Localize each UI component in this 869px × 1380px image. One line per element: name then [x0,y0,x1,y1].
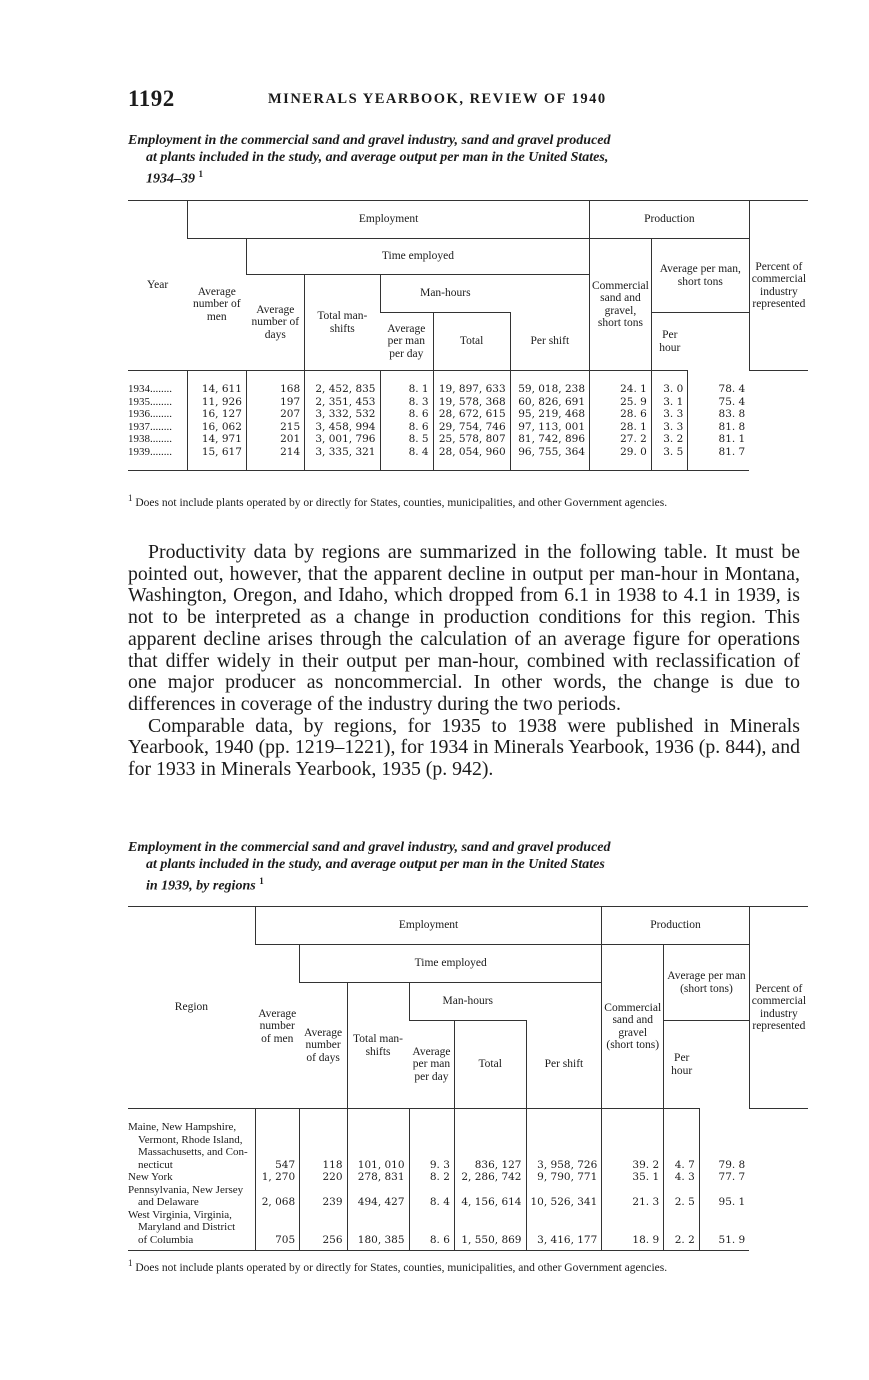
cell-hours-per-day: 8. 3 [380,396,433,409]
col-percent: Percent of commercial industry represented [749,907,808,1109]
col-hours-per-day: Average per man per day [380,313,433,371]
cell-total-shifts: 278, 831 [347,1171,409,1184]
cell-year: 1934........ [128,383,172,395]
table-row [128,1184,808,1209]
cell-per-shift: 28. 1 [590,421,652,434]
cell-total-shifts: 494, 427 [347,1184,409,1209]
region-label-line: of Columbia [138,1233,194,1246]
cell-region [128,1184,255,1209]
footnote-marker: 1 [128,1258,133,1268]
cell-year: 1936........ [128,408,172,420]
cell-hours-total: 29, 754, 746 [433,421,510,434]
cell-avg-days: 168 [246,383,304,396]
col-commercial-tons: Commercial sand and gravel (short tons) [602,945,664,1109]
col-man-hours: Man-hours [409,983,526,1021]
cell-commercial-tons: 95, 219, 468 [510,408,589,421]
cell-hours-total: 19, 897, 633 [433,383,510,396]
table-row [128,383,808,396]
col-total-shifts: Total man-shifts [305,275,380,371]
cell-per-shift: 39. 2 [602,1121,664,1171]
page-header [128,86,808,112]
cell-percent: 79. 8 [699,1121,749,1171]
table-row [128,1121,808,1171]
cell-avg-days: 220 [300,1171,347,1184]
col-per-shift: Per shift [510,313,589,371]
cell-avg-men: 2, 068 [255,1184,299,1209]
col-time-employed: Time employed [300,945,602,983]
col-avg-per-man: Average per man, short tons [651,239,749,313]
body-text [128,542,800,781]
table-row [128,421,808,434]
footnote-text: Does not include plants operated by or directly for States, counties, municipalities, and other Government agencies. [135,496,668,509]
col-commercial-tons: Commercial sand and gravel, short tons [590,239,652,371]
cell-per-shift: 21. 3 [602,1184,664,1209]
cell-region [128,1171,255,1184]
cell-total-shifts: 3, 335, 321 [305,446,380,459]
cell-hours-total: 28, 672, 615 [433,408,510,421]
cell-per-shift: 28. 6 [590,408,652,421]
cell-per-hour: 2. 2 [664,1209,700,1247]
col-year: Year [128,201,188,371]
table1-caption-line: Employment in the commercial sand and gravel industry, sand and gravel produced [128,133,611,148]
cell-avg-men: 547 [255,1121,299,1171]
cell-total-shifts: 2, 351, 453 [305,396,380,409]
cell-hours-total: 836, 127 [454,1121,526,1171]
cell-avg-days: 118 [300,1121,347,1171]
col-per-hour: Per hour [651,313,687,371]
cell-region [128,1121,255,1171]
cell-per-hour: 4. 3 [664,1171,700,1184]
cell-hours-per-day: 8. 5 [380,433,433,446]
cell-percent: 81. 1 [688,433,749,446]
cell-per-shift: 24. 1 [590,383,652,396]
cell-avg-men: 16, 062 [188,421,247,434]
cell-per-hour: 3. 2 [651,433,687,446]
cell-commercial-tons: 10, 526, 341 [526,1184,602,1209]
col-region: Region [128,907,255,1109]
cell-year: 1938........ [128,433,172,445]
cell-hours-total: 4, 156, 614 [454,1184,526,1209]
cell-percent: 51. 9 [699,1209,749,1247]
table-row [128,408,808,421]
table1-footnote [128,492,808,510]
cell-avg-days: 239 [300,1184,347,1209]
region-label-line: necticut [138,1158,173,1171]
region-label-line: Maryland and District [138,1221,236,1233]
cell-per-shift: 25. 9 [590,396,652,409]
cell-avg-men: 14, 611 [188,383,247,396]
footnote-marker: 1 [128,493,133,503]
cell-avg-men: 1, 270 [255,1171,299,1184]
cell-region [128,1209,255,1247]
table2-caption-line: at plants included in the study, and average output per man in the United States [146,856,605,872]
cell-hours-per-day: 9. 3 [409,1121,454,1171]
year-label: 1935 [128,395,150,408]
region-label-line: West Virginia, Virginia, [128,1208,232,1221]
cell-percent: 75. 4 [688,396,749,409]
region-label-line: Vermont, Rhode Island, [138,1133,243,1146]
region-label-line: New York [128,1171,173,1183]
cell-avg-men: 16, 127 [188,408,247,421]
year-label: 1934 [128,383,150,395]
col-total-shifts: Total man-shifts [347,983,409,1109]
cell-commercial-tons: 3, 958, 726 [526,1121,602,1171]
year-label: 1939 [128,445,150,458]
table2-caption-line: in 1939, by regions $^1$ [146,876,264,894]
col-hours-total: Total [454,1021,526,1109]
cell-commercial-tons: 60, 826, 691 [510,396,589,409]
cell-per-hour: 3. 5 [651,446,687,459]
cell-avg-men: 11, 926 [188,396,247,409]
col-hours-total: Total [433,313,510,371]
region-label-line: Pennsylvania, New Jersey [128,1183,244,1196]
cell-per-shift: 18. 9 [602,1209,664,1247]
cell-hours-per-day: 8. 2 [409,1171,454,1184]
cell-avg-days: 214 [246,446,304,459]
table-row [128,433,808,446]
col-avg-per-man: Average per man (short tons) [664,945,750,1021]
col-time-employed: Time employed [246,239,589,275]
col-avg-men: Average number of men [188,239,247,371]
cell-hours-per-day: 8. 4 [409,1184,454,1209]
col-avg-days: Average number of days [300,983,347,1109]
cell-per-shift: 29. 0 [590,446,652,459]
table2 [128,906,808,1251]
region-label-line: Maine, New Hampshire, [128,1121,237,1133]
footnote-text: Does not include plants operated by or directly for States, counties, municipalities, and other Government agencies. [135,1261,668,1274]
cell-total-shifts: 101, 010 [347,1121,409,1171]
table1-caption-line: 1934–39 $^1$ [146,169,203,187]
col-production: Production [590,201,750,239]
cell-hours-total: 19, 578, 368 [433,396,510,409]
cell-hours-total: 28, 054, 960 [433,446,510,459]
cell-total-shifts: 3, 332, 532 [305,408,380,421]
footnote-marker: 1 [259,876,264,886]
table-row [128,1209,808,1247]
table-row [128,1171,808,1184]
cell-per-hour: 3. 3 [651,421,687,434]
cell-commercial-tons: 9, 790, 771 [526,1171,602,1184]
cell-avg-days: 207 [246,408,304,421]
cell-year: 1937........ [128,420,172,433]
cell-percent: 83. 8 [688,408,749,421]
col-employment: Employment [255,907,601,945]
cell-year: 1939........ [128,445,172,458]
paragraph: Comparable data, by regions, for 1935 to 1938 were published in Minerals Yearbook, 1940 (pp. 1219–1221), for 1934 in Minerals Yearbook, 1936 (p. 844), and for 1933 in Minerals Yearbook, 1935 (p. 942). [128,714,800,781]
table2-caption [128,840,808,895]
cell-per-hour: 4. 7 [664,1121,700,1171]
running-title: MINERALS YEARBOOK, REVIEW OF 1940 [268,91,607,107]
cell-hours-per-day: 8. 6 [380,408,433,421]
cell-per-hour: 3. 1 [651,396,687,409]
cell-hours-total: 25, 578, 807 [433,433,510,446]
col-avg-men: Average number of men [255,945,299,1109]
col-per-hour: Per hour [664,1021,700,1109]
cell-commercial-tons: 81, 742, 896 [510,433,589,446]
col-hours-per-day: Average per man per day [409,1021,454,1109]
paragraph: Productivity data by regions are summarized in the following table. It must be pointed out, however, that the apparent decline in output per man-hour in Montana, Washington, Oregon, and Idaho, which dropped from 6.1 in 1938 to 4.1 in 1939, is not to be interpreted as a change in production conditions for this region. This apparent decline arises through the calculation of an average figure for operations that differ widely in their output per man-hour, combined with reclassification of one major producer as noncommercial. In other words, the change is due to differences in coverage of the industry during the two periods. [128,541,800,715]
cell-avg-days: 197 [246,396,304,409]
table1-caption [128,133,808,188]
cell-percent: 81. 7 [688,446,749,459]
cell-avg-days: 201 [246,433,304,446]
cell-total-shifts: 3, 001, 796 [305,433,380,446]
table-row [128,396,808,409]
col-per-shift: Per shift [526,1021,602,1109]
cell-commercial-tons: 59, 018, 238 [510,383,589,396]
cell-avg-days: 256 [300,1209,347,1247]
cell-percent: 81. 8 [688,421,749,434]
cell-per-shift: 27. 2 [590,433,652,446]
col-avg-days: Average number of days [246,275,304,371]
cell-per-hour: 3. 3 [651,408,687,421]
table-row [128,446,808,459]
cell-year: 1935........ [128,395,172,408]
col-employment: Employment [188,201,590,239]
cell-hours-total: 2, 286, 742 [454,1171,526,1184]
region-label-line: Massachusetts, and Con- [138,1146,248,1158]
cell-hours-per-day: 8. 1 [380,383,433,396]
cell-hours-per-day: 8. 6 [409,1209,454,1247]
page-number: 1192 [128,86,175,111]
year-label: 1936 [128,408,150,420]
cell-avg-men: 705 [255,1209,299,1247]
col-percent: Percent of commercial industry represented [749,201,808,371]
cell-total-shifts: 3, 458, 994 [305,421,380,434]
cell-hours-per-day: 8. 6 [380,421,433,434]
table2-footnote [128,1257,808,1275]
footnote-marker: 1 [198,169,203,179]
cell-percent: 95. 1 [699,1184,749,1209]
cell-percent: 77. 7 [699,1171,749,1184]
cell-per-hour: 2. 5 [664,1184,700,1209]
table2-caption-line: Employment in the commercial sand and gravel industry, sand and gravel produced [128,840,611,855]
cell-commercial-tons: 97, 113, 001 [510,421,589,434]
table1 [128,200,808,471]
cell-avg-men: 15, 617 [188,446,247,459]
cell-hours-per-day: 8. 4 [380,446,433,459]
cell-total-shifts: 2, 452, 835 [305,383,380,396]
col-man-hours: Man-hours [380,275,510,313]
cell-hours-total: 1, 550, 869 [454,1209,526,1247]
cell-avg-days: 215 [246,421,304,434]
region-label-line: and Delaware [138,1196,199,1208]
cell-per-shift: 35. 1 [602,1171,664,1184]
cell-commercial-tons: 3, 416, 177 [526,1209,602,1247]
year-label: 1937 [128,420,150,433]
cell-per-hour: 3. 0 [651,383,687,396]
year-label: 1938 [128,433,150,445]
cell-commercial-tons: 96, 755, 364 [510,446,589,459]
cell-percent: 78. 4 [688,383,749,396]
cell-total-shifts: 180, 385 [347,1209,409,1247]
cell-avg-men: 14, 971 [188,433,247,446]
col-production: Production [602,907,749,945]
table1-caption-line: at plants included in the study, and average output per man in the United States, [146,149,609,165]
